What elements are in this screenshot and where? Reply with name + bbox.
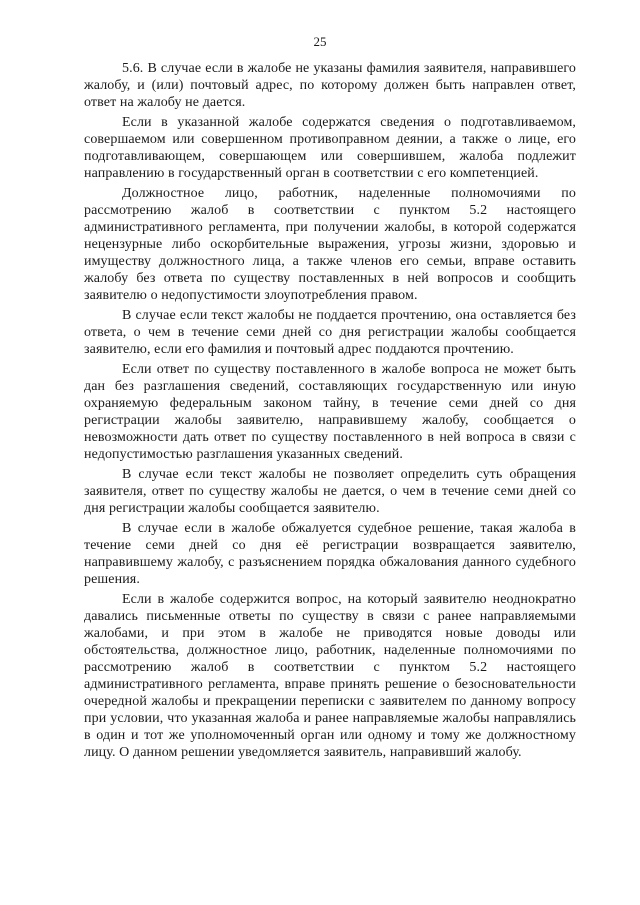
document-body [84,60,576,764]
paragraph-offensive-language: Должностное лицо, работник, наделенные полномочиями по рассмотрению жалоб в соответствии с пунктом 5.2 настоящего административного регламента, при получении жалобы, в которой содержатся нецензурные либо оскорбительные выражения, угрозы жизни, здоровью и имуществу должностного лица, а также членов его семьи, вправе оставить жалобу без ответа по существу поставленных в ней вопросов и сообщить заявителю о недопустимости злоупотребления правом. [84,186,576,303]
paragraph-5-6: 5.6. В случае если в жалобе не указаны фамилия заявителя, направившего жалобу, и (или) почтовый адрес, по которому должен быть направлен ответ, ответ на жалобу не дается. [84,61,576,110]
paragraph-state-secret: Если ответ по существу поставленного в жалобе вопроса не может быть дан без разглашения сведений, составляющих государственную или иную охраняемую федеральным законом тайну, в течение семи дней со дня регистрации жалобы заявителю, направившему жалобу, сообщается о невозможности дать ответ по существу поставленного в ней вопроса в связи с недопустимостью разглашения указанных сведений. [84,362,576,462]
paragraph-repeated-complaint: Если в жалобе содержится вопрос, на который заявителю неоднократно давались письменные ответы по существу в связи с ранее направляемыми жалобами, и при этом в жалобе не приводятся новые доводы или обстоятельства, должностное лицо, работник, наделенные полномочиями по рассмотрению жалоб в соответствии с пунктом 5.2 настоящего административного регламента, вправе принять решение о безосновательности очередной жалобы и прекращении переписки с заявителем по данному вопросу при условии, что указанная жалоба и ранее направляемые жалобы направлялись в один и тот же уполномоченный орган или одному и тому же должностному лицу. О данном решении уведомляется заявитель, направивший жалобу. [84,592,576,760]
paragraph-unlawful-act: Если в указанной жалобе содержатся сведения о подготавливаемом, совершаемом или совершенном противоправном деянии, а также о лице, его подготавливающем, совершающем или совершившем, жалоба подлежит направлению в государственный орган в соответствии с его компетенцией. [84,115,576,181]
page-number: 25 [313,34,327,49]
paragraph-court-decision: В случае если в жалобе обжалуется судебное решение, такая жалоба в течение семи дней со дня её регистрации возвращается заявителю, направившему жалобу, с разъяснением порядка обжалования данного судебного решения. [84,521,576,587]
paragraph-unclear-essence: В случае если текст жалобы не позволяет определить суть обращения заявителя, ответ по существу жалобы не дается, о чем в течение семи дней со дня регистрации жалобы сообщается заявителю. [84,467,576,516]
paragraph-unreadable-text: В случае если текст жалобы не поддается прочтению, она оставляется без ответа, о чем в течение семи дней со дня регистрации жалобы сообщается заявителю, если его фамилия и почтовый адрес поддаются прочтению. [84,308,576,357]
